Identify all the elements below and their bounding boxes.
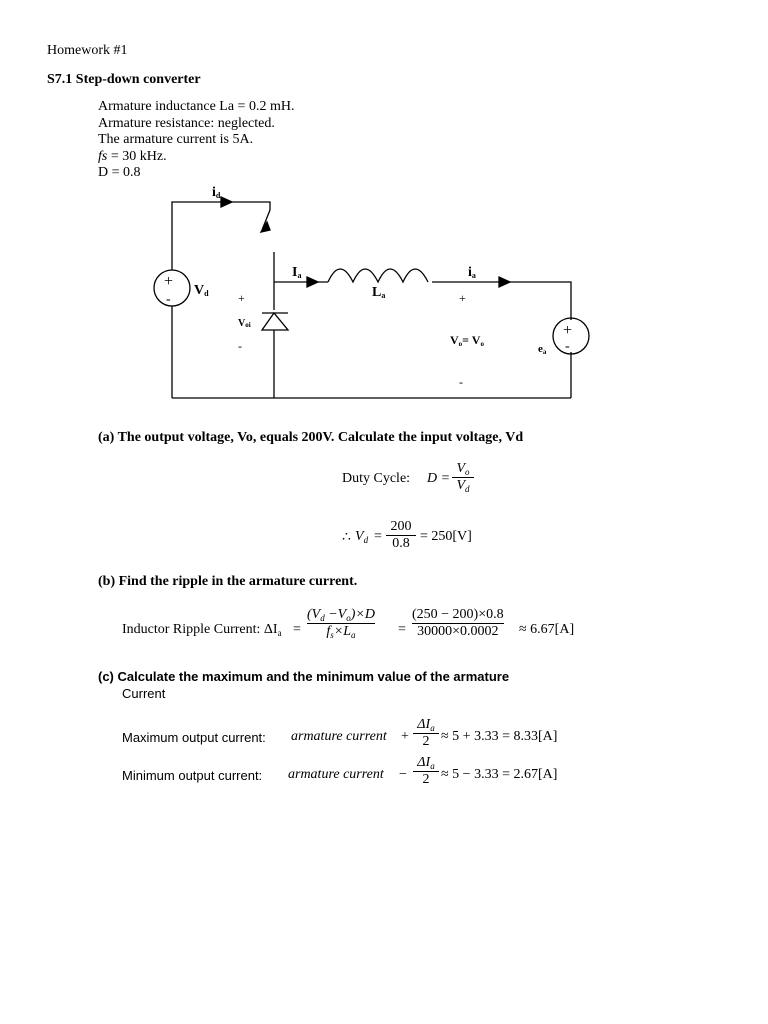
vd-fraction: [386, 519, 416, 552]
min-frac-num: $\Delta I_a$: [417, 755, 435, 771]
ripple-numeric-denominator: 30000×0.0002: [417, 624, 499, 639]
duty-cycle-label: Duty Cycle:: [342, 471, 411, 486]
min-result: ≈ 5 − 3.33 = 2.67[A]: [441, 767, 558, 782]
duty-fraction: [452, 461, 474, 494]
label-vd: Vd: [194, 283, 209, 298]
label-ea: ea: [538, 343, 547, 356]
given-frequency: fs = 30 kHz.: [98, 148, 167, 164]
given-duty: D = 0.8: [98, 165, 141, 180]
ripple-symbolic-fraction: [307, 607, 375, 640]
part-c-question: (c) Calculate the maximum and the minimum value of the armature: [98, 669, 510, 684]
min-op: −: [399, 767, 407, 782]
duty-lhs: D =: [427, 471, 451, 486]
part-c-question-cont: Current: [122, 686, 166, 701]
buck-converter-circuit: [0, 0, 768, 420]
label-vo: Vo= Vo: [450, 333, 484, 348]
diode-triangle: [262, 313, 288, 330]
min-label: Minimum output current:: [122, 768, 263, 783]
duty-denominator: $V_d$: [456, 478, 470, 494]
vd-equals: =: [374, 529, 382, 544]
wire-top-left: [172, 202, 270, 270]
max-expr: armature current: [291, 729, 387, 744]
voi-plus: +: [238, 291, 245, 305]
vo-minus: -: [459, 375, 463, 389]
vd-numerator: 200: [390, 519, 412, 534]
switch-arrow: [261, 222, 270, 232]
ripple-numeric-fraction: [412, 607, 504, 640]
max-op: +: [401, 729, 409, 744]
given-current: The armature current is 5A.: [98, 132, 254, 147]
max-label: Maximum output current:: [122, 730, 266, 745]
duty-numerator: $V_o$: [456, 461, 470, 477]
wire-right-top: [432, 282, 571, 320]
homework-title: Homework #1: [47, 43, 128, 58]
label-La: La: [372, 285, 386, 300]
max-frac-num: $\Delta I_a$: [417, 717, 435, 733]
voi-minus: -: [238, 339, 242, 353]
ea-minus: -: [565, 339, 570, 354]
label-ia: ia: [468, 265, 476, 280]
min-fraction: [413, 755, 439, 788]
inductor-coil: [328, 269, 428, 282]
label-Ia: Ia: [292, 265, 302, 280]
part-b-question: (b) Find the ripple in the armature current.: [98, 574, 358, 589]
min-expr: armature current: [288, 767, 384, 782]
max-fraction: [413, 717, 439, 750]
ripple-symbolic-numerator: $(V_d -V_o)\times D$: [307, 607, 375, 623]
therefore-symbol: ∴: [342, 530, 351, 545]
ripple-eq1: =: [293, 622, 301, 637]
id-arrow: [221, 197, 232, 207]
vo-plus: +: [459, 291, 466, 305]
min-frac-den: 2: [422, 772, 430, 787]
ripple-label: Inductor Ripple Current: $\Delta I_a$: [122, 622, 282, 638]
vd-minus: -: [166, 292, 171, 307]
ripple-symbolic-denominator: $f_s\times L_a$: [326, 624, 356, 640]
vd-result: = 250[V]: [420, 529, 472, 544]
section-heading: S7.1 Step-down converter: [47, 72, 201, 87]
Ia-arrow: [307, 277, 318, 287]
label-voi: Voi: [238, 318, 251, 329]
max-result: ≈ 5 + 3.33 = 8.33[A]: [441, 729, 558, 744]
ea-plus: +: [563, 322, 573, 339]
ripple-eq2: =: [398, 622, 406, 637]
given-inductance: Armature inductance La = 0.2 mH.: [98, 99, 295, 114]
ripple-numeric-numerator: (250 − 200)×0.8: [412, 607, 504, 622]
part-a-question: (a) The output voltage, Vo, equals 200V. Calculate the input voltage, Vd: [98, 430, 524, 445]
ia-arrow: [499, 277, 510, 287]
vd-lhs: $V_d$: [355, 529, 369, 545]
max-frac-den: 2: [422, 734, 430, 749]
vd-plus: +: [164, 273, 174, 290]
label-id: id: [212, 185, 221, 200]
ripple-result: ≈ 6.67[A]: [519, 622, 575, 637]
vd-denominator: 0.8: [392, 536, 410, 551]
given-resistance: Armature resistance: neglected.: [98, 115, 275, 131]
